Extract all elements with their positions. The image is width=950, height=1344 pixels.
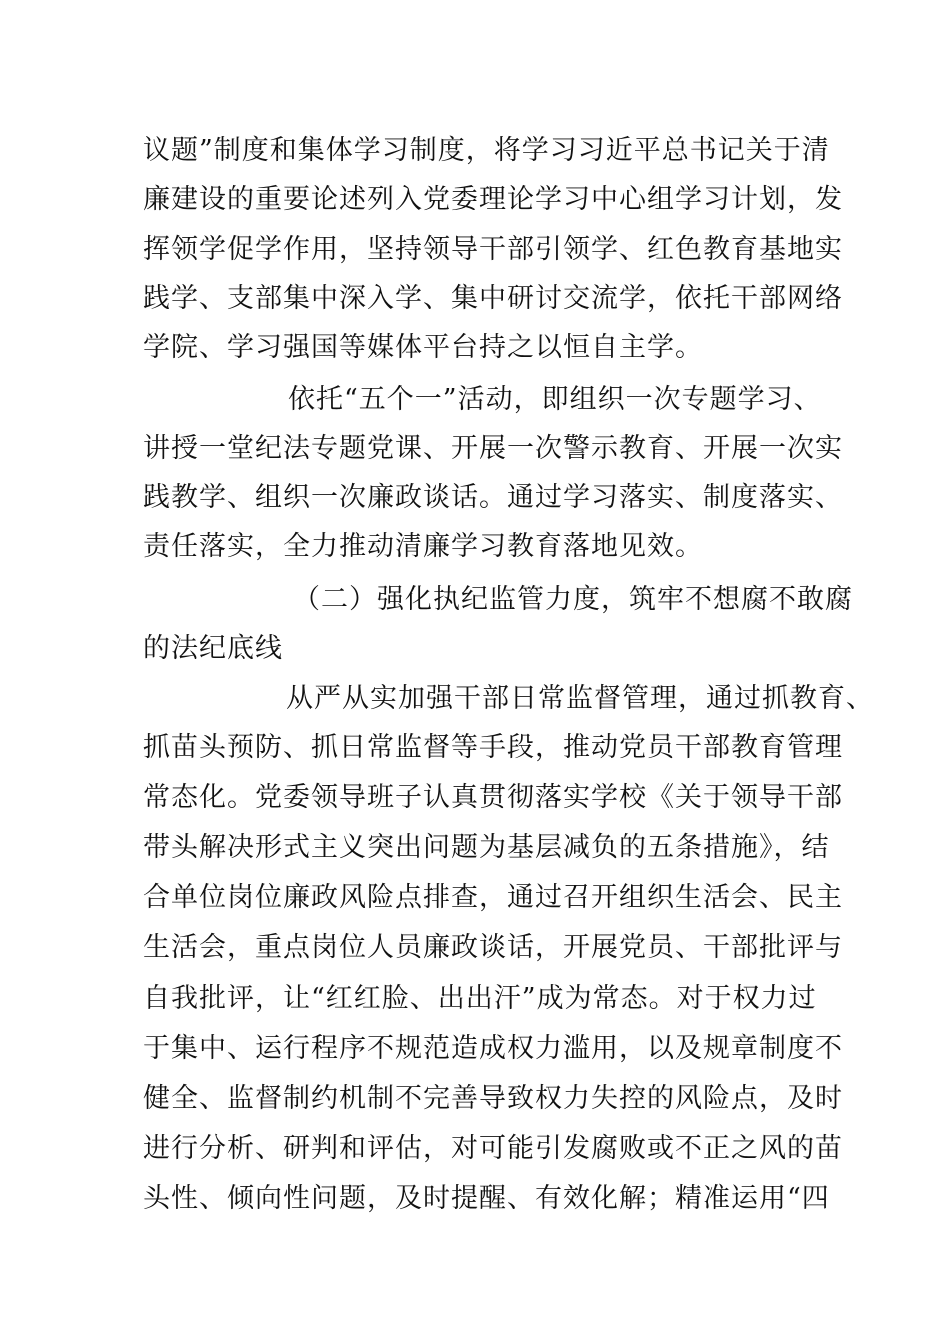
paragraph-2-line-3: 践教学、组织一次廉政谈话。通过学习落实、制度落实、 [143, 482, 843, 513]
paragraph-3-line-1: 从严从实加强干部日常监督管理，通过抓教育、 [286, 683, 874, 714]
paragraph-3-line-6: 生活会，重点岗位人员廉政谈话，开展党员、干部批评与 [143, 932, 843, 963]
paragraph-3-line-2: 抓苗头预防、抓日常监督等手段，推动党员干部教育管理 [143, 732, 843, 763]
paragraph-1-line-3: 挥领学促学作用，坚持领导干部引领学、红色教育基地实 [143, 234, 843, 265]
paragraph-3-line-10: 进行分析、研判和评估，对可能引发腐败或不正之风的苗 [143, 1133, 843, 1164]
paragraph-3-line-5: 合单位岗位廉政风险点排查，通过召开组织生活会、民主 [143, 882, 843, 913]
paragraph-3-line-7: 自我批评，让“红红脸、出出汗”成为常态。对于权力过 [143, 983, 817, 1014]
paragraph-3-line-4: 带头解决形式主义突出问题为基层减负的五条措施》，结 [143, 832, 830, 863]
paragraph-1-line-5: 学院、学习强国等媒体平台持之以恒自主学。 [143, 332, 703, 363]
paragraph-1-line-2: 廉建设的重要论述列入党委理论学习中心组学习计划，发 [143, 184, 843, 215]
paragraph-1-line-1: 议题”制度和集体学习制度，将学习习近平总书记关于清 [143, 135, 830, 166]
paragraph-3-line-8: 于集中、运行程序不规范造成权力滥用，以及规章制度不 [143, 1033, 843, 1064]
paragraph-2-line-4: 责任落实，全力推动清廉学习教育落地见效。 [143, 531, 703, 562]
paragraph-2-line-1: 依托“五个一”活动，即组织一次专题学习、 [288, 384, 822, 415]
paragraph-2-line-2: 讲授一堂纪法专题党课、开展一次警示教育、开展一次实 [143, 433, 843, 464]
paragraph-3-line-3: 常态化。党委领导班子认真贯彻落实学校《关于领导干部 [143, 782, 843, 813]
paragraph-1-line-4: 践学、支部集中深入学、集中研讨交流学，依托干部网络 [143, 283, 843, 314]
section-heading-line-2: 的法纪底线 [143, 633, 283, 664]
paragraph-3-line-11: 头性、倾向性问题，及时提醒、有效化解；精准运用“四 [143, 1183, 830, 1214]
section-heading-line-1: （二）强化执纪监管力度，筑牢不想腐不敢腐 [293, 584, 853, 615]
paragraph-3-line-9: 健全、监督制约机制不完善导致权力失控的风险点，及时 [143, 1083, 843, 1114]
